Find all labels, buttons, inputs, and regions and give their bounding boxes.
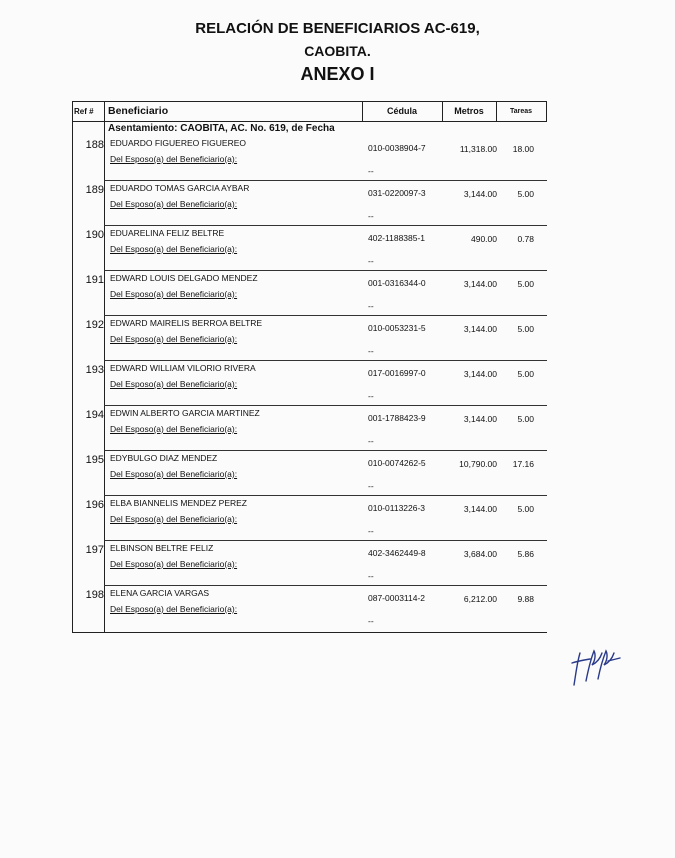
row-beneficiary-name: ELBA BIANNELIS MENDEZ PEREZ <box>110 498 247 508</box>
row-ref: 190 <box>85 229 104 241</box>
row-spouse-value: -- <box>368 301 374 311</box>
row-spouse-value: -- <box>368 436 374 446</box>
row-metros: 3,144.00 <box>463 504 497 514</box>
row-divider <box>104 585 547 586</box>
row-tareas: 18.00 <box>512 144 534 154</box>
row-metros: 3,144.00 <box>463 189 497 199</box>
row-cedula: 010-0113226-3 <box>368 503 426 513</box>
row-spouse-value: -- <box>368 526 374 536</box>
row-metros: 3,144.00 <box>463 369 497 379</box>
row-divider <box>104 315 547 316</box>
beneficiaries-table <box>72 101 547 633</box>
row-spouse-label: Del Esposo(a) del Beneficiario(a): <box>110 514 238 524</box>
header-ref: Ref # <box>74 106 94 116</box>
row-beneficiary-name: EDWARD MAIRELIS BERROA BELTRE <box>110 318 263 328</box>
row-tareas: 9.88 <box>517 594 534 604</box>
row-spouse-label: Del Esposo(a) del Beneficiario(a): <box>110 604 238 614</box>
row-beneficiary-name: EDYBULGO DIAZ MENDEZ <box>110 453 218 463</box>
row-spouse-label: Del Esposo(a) del Beneficiario(a): <box>110 334 238 344</box>
row-metros: 3,144.00 <box>463 414 497 424</box>
row-spouse-label: Del Esposo(a) del Beneficiario(a): <box>110 244 238 254</box>
row-ref: 196 <box>85 499 104 511</box>
row-spouse-label: Del Esposo(a) del Beneficiario(a): <box>110 559 238 569</box>
header-beneficiario: Beneficiario <box>108 105 169 117</box>
row-tareas: 5.86 <box>517 549 534 559</box>
row-cedula: 001-1788423-9 <box>368 413 426 423</box>
row-cedula: 087-0003114-2 <box>368 593 426 603</box>
row-beneficiary-name: EDUARDO FIGUEREO FIGUEREO <box>110 138 247 148</box>
row-spouse-value: -- <box>368 571 374 581</box>
row-tareas: 17.16 <box>512 459 534 469</box>
row-spouse-value: -- <box>368 256 374 266</box>
document-subtitle: CAOBITA. <box>304 43 371 59</box>
row-beneficiary-name: EDUARDO TOMAS GARCIA AYBAR <box>110 183 250 193</box>
row-spouse-value: -- <box>368 481 374 491</box>
row-cedula: 031-0220097-3 <box>368 188 426 198</box>
row-divider <box>104 450 547 451</box>
row-spouse-label: Del Esposo(a) del Beneficiario(a): <box>110 424 238 434</box>
row-ref: 189 <box>85 184 104 196</box>
row-divider <box>104 360 547 361</box>
table-row <box>72 317 547 362</box>
row-spouse-label: Del Esposo(a) del Beneficiario(a): <box>110 154 238 164</box>
row-beneficiary-name: EDWARD WILLIAM VILORIO RIVERA <box>110 363 256 373</box>
row-beneficiary-name: EDUARELINA FELIZ BELTRE <box>110 228 225 238</box>
row-ref: 191 <box>85 274 104 286</box>
row-ref: 194 <box>85 409 104 421</box>
table-bottom-border <box>72 632 547 633</box>
row-beneficiary-name: ELBINSON BELTRE FELIZ <box>110 543 214 553</box>
row-ref: 198 <box>85 589 104 601</box>
row-spouse-value: -- <box>368 211 374 221</box>
table-row <box>72 542 547 587</box>
row-cedula: 017-0016997-0 <box>368 368 426 378</box>
row-spouse-value: -- <box>368 616 374 626</box>
row-cedula: 010-0038904-7 <box>368 143 426 153</box>
table-row <box>72 407 547 452</box>
row-cedula: 402-1188385-1 <box>368 233 426 243</box>
row-metros: 11,318.00 <box>459 144 497 154</box>
row-ref: 188 <box>85 139 104 151</box>
row-ref: 192 <box>85 319 104 331</box>
row-tareas: 5.00 <box>517 369 534 379</box>
table-row <box>72 497 547 542</box>
row-cedula: 010-0053231-5 <box>368 323 426 333</box>
table-row <box>72 182 547 227</box>
row-tareas: 5.00 <box>517 504 534 514</box>
row-beneficiary-name: ELENA GARCIA VARGAS <box>110 588 210 598</box>
row-metros: 3,144.00 <box>463 324 497 334</box>
header-right-border <box>546 101 547 121</box>
table-row <box>72 227 547 272</box>
row-spouse-value: -- <box>368 166 374 176</box>
row-metros: 3,684.00 <box>463 549 497 559</box>
header-tareas: Tareas <box>509 107 533 115</box>
row-divider <box>104 180 547 181</box>
row-spouse-value: -- <box>368 346 374 356</box>
row-beneficiary-name: EDWIN ALBERTO GARCIA MARTINEZ <box>110 408 260 418</box>
table-row <box>72 137 547 182</box>
header-bottom-border <box>72 121 547 122</box>
settlement-heading: Asentamiento: CAOBITA, AC. No. 619, de Fecha <box>108 123 335 134</box>
table-row <box>72 272 547 317</box>
row-tareas: 5.00 <box>517 414 534 424</box>
row-divider <box>104 405 547 406</box>
row-tareas: 5.00 <box>517 324 534 334</box>
row-metros: 10,790.00 <box>459 459 497 469</box>
row-spouse-label: Del Esposo(a) del Beneficiario(a): <box>110 469 238 479</box>
header-cedula: Cédula <box>386 106 417 116</box>
header-metros: Metros <box>454 106 484 116</box>
row-beneficiary-name: EDWARD LOUIS DELGADO MENDEZ <box>110 273 258 283</box>
row-divider <box>104 225 547 226</box>
row-tareas: 5.00 <box>517 189 534 199</box>
row-metros: 6,212.00 <box>463 594 497 604</box>
handwritten-initials-icon <box>568 645 624 691</box>
row-divider <box>104 270 547 271</box>
row-metros: 490.00 <box>471 234 497 244</box>
row-cedula: 001-0316344-0 <box>368 278 426 288</box>
row-spouse-value: -- <box>368 391 374 401</box>
row-metros: 3,144.00 <box>463 279 497 289</box>
row-cedula: 402-3462449-8 <box>368 548 426 558</box>
annex-title: ANEXO I <box>300 64 375 84</box>
table-row <box>72 362 547 407</box>
row-ref: 193 <box>85 364 104 376</box>
row-spouse-label: Del Esposo(a) del Beneficiario(a): <box>110 199 238 209</box>
table-row <box>72 452 547 497</box>
row-divider <box>104 495 547 496</box>
row-tareas: 5.00 <box>517 279 534 289</box>
row-ref: 195 <box>85 454 104 466</box>
row-spouse-label: Del Esposo(a) del Beneficiario(a): <box>110 379 238 389</box>
row-ref: 197 <box>85 544 104 556</box>
row-tareas: 0.78 <box>517 234 534 244</box>
row-spouse-label: Del Esposo(a) del Beneficiario(a): <box>110 289 238 299</box>
document-title: RELACIÓN DE BENEFICIARIOS AC-619, <box>195 20 480 37</box>
row-divider <box>104 540 547 541</box>
table-row <box>72 587 547 632</box>
row-cedula: 010-0074262-5 <box>368 458 426 468</box>
